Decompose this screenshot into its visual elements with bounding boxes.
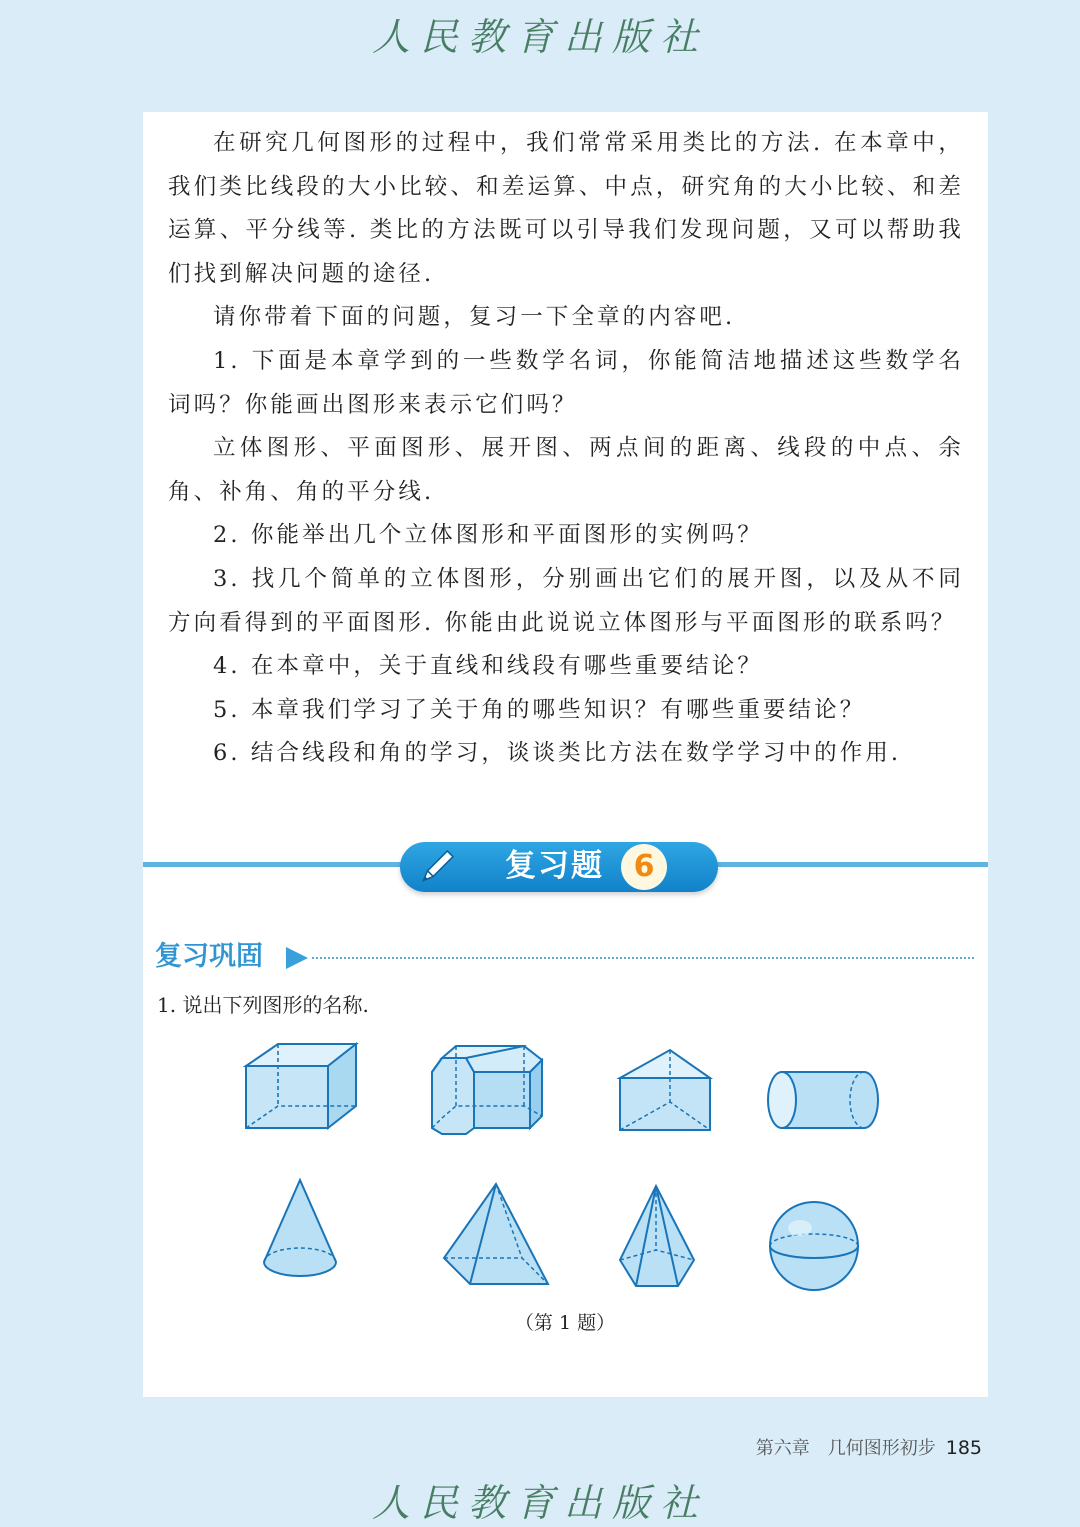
paragraph-terms: 立体图形、平面图形、展开图、两点间的距离、线段的中点、余角、补角、角的平分线. [168,435,964,505]
triangular-prism-figure [614,1044,718,1136]
paragraph-prompt: 请你带着下面的问题，复习一下全章的内容吧. [213,304,736,331]
section-dotted-rule [312,957,974,959]
page-number: 185 [945,1437,982,1459]
hexagonal-prism-figure [426,1042,552,1136]
sphere-figure [766,1198,862,1294]
publisher-watermark-top: 人民教育出版社 [371,15,708,59]
banner-number: 6 [621,844,667,890]
pentagonal-pyramid-figure [616,1182,700,1292]
paragraph-q6: 6. 结合线段和角的学习，谈谈类比方法在数学学习中的作用. [213,740,902,767]
cone-figure [258,1176,342,1286]
chapter-summary-text [168,122,964,776]
section-title: 复习巩固 [155,941,263,972]
cylinder-figure [764,1068,886,1132]
question-1: 1. 说出下列图形的名称. [157,993,369,1017]
publisher-watermark-bottom: 人民教育出版社 [371,1481,708,1525]
paragraph-q5: 5. 本章我们学习了关于角的哪些知识？有哪些重要结论？ [213,696,866,723]
pencil-icon [414,846,458,890]
paragraph-intro: 在研究几何图形的过程中，我们常常采用类比的方法. 在本章中，我们类比线段的大小比较、和差运算、中点，研究角的大小比较、和差运算、平分线等. 类比的方法既可以引导我们发现问题，又可以帮助我们找到解决问题的途径. [168,130,964,287]
page-footer [756,1434,982,1460]
cuboid-figure [240,1040,364,1134]
quadrangular-pyramid-figure [440,1180,554,1290]
paragraph-q1: 1. 下面是本章学到的一些数学名词，你能简洁地描述这些数学名词吗？你能画出图形来表示它们吗？ [168,347,964,418]
paragraph-q4: 4. 在本章中，关于直线和线段有哪些重要结论？ [213,653,763,680]
paragraph-q2: 2. 你能举出几个立体图形和平面图形的实例吗？ [213,522,763,549]
footer-chapter: 第六章 几何图形初步 [755,1438,936,1459]
paragraph-q3: 3. 找几个简单的立体图形，分别画出它们的展开图，以及从不同方向看得到的平面图形. 你能由此说说立体图形与平面图形的联系吗？ [168,565,964,636]
triangle-arrow-icon [284,945,310,971]
figure-caption: （第 1 题） [514,1312,616,1334]
banner-title: 复习题 [505,848,604,884]
